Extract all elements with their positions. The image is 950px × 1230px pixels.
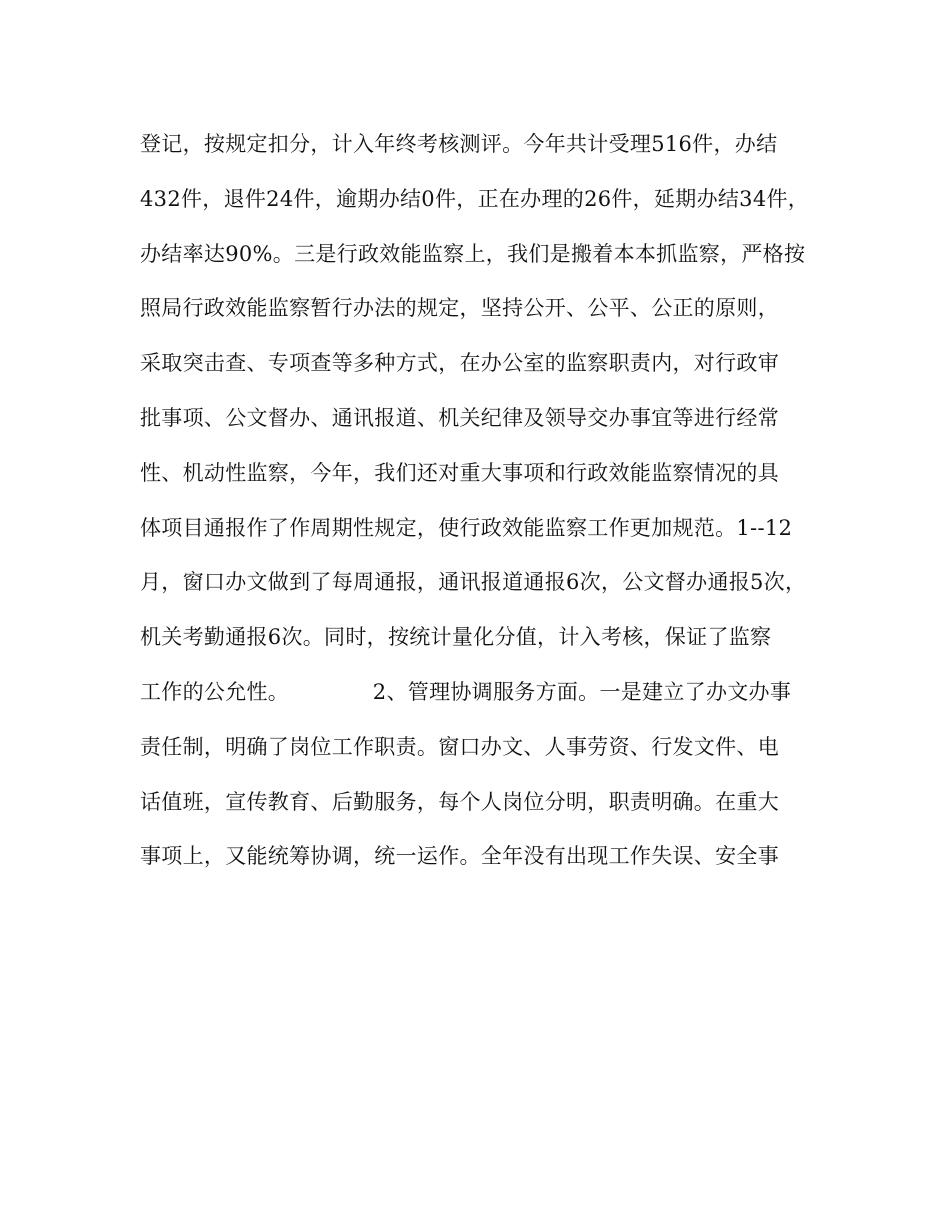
text-line: 月，窗口办文做到了每周通报，通讯报道通报6次，公文督办通报5次， <box>140 570 807 595</box>
text-line: 工作的公允性。 2、管理协调服务方面。一是建立了办文办事 <box>140 679 792 704</box>
text-line: 批事项、公文督办、通讯报道、机关纪律及领导交办事宜等进行经常 <box>140 405 779 430</box>
text-line: 事项上，又能统筹协调，统一运作。全年没有出现工作失误、安全事 <box>140 844 779 869</box>
text-line: 责任制，明确了岗位工作职责。窗口办文、人事劳资、行发文件、电 <box>140 734 779 759</box>
text-line: 机关考勤通报6次。同时，按统计量化分值，计入考核，保证了监察 <box>140 625 772 650</box>
text-line: 体项目通报作了作周期性规定，使行政效能监察工作更加规范。1--12 <box>140 515 793 540</box>
body-text <box>140 122 840 889</box>
text-line: 432件，退件24件，逾期办结0件，正在办理的26件，延期办结34件， <box>140 186 810 211</box>
text-line: 话值班，宣传教育、后勤服务，每个人岗位分明，职责明确。在重大 <box>140 789 779 814</box>
text-line: 照局行政效能监察暂行办法的规定，坚持公开、公平、公正的原则， <box>140 296 779 321</box>
text-line: 办结率达90%。三是行政效能监察上，我们是搬着本本抓监察，严格按 <box>140 241 806 266</box>
text-line: 性、机动性监察，今年，我们还对重大事项和行政效能监察情况的具 <box>140 460 779 485</box>
text-line: 登记，按规定扣分，计入年终考核测评。今年共计受理516件，办结 <box>140 132 778 156</box>
text-line: 采取突击查、专项查等多种方式，在办公室的监察职责内，对行政审 <box>140 351 779 376</box>
